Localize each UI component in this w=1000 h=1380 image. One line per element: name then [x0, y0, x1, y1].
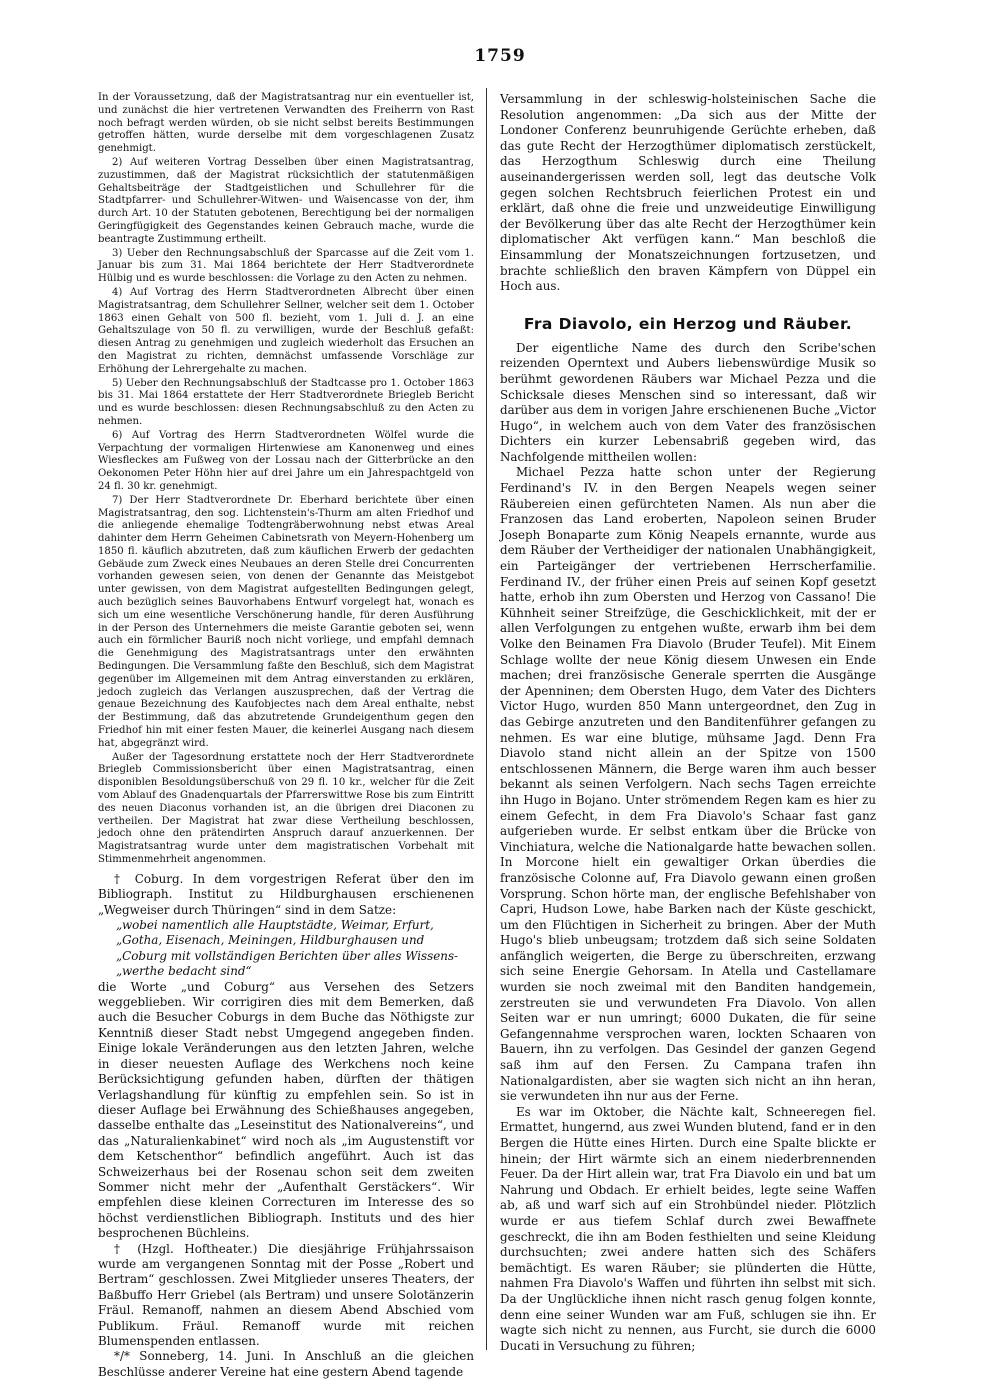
theater-notice: † (Hzgl. Hoftheater.) Die diesjährige Frühjahrssaison wurde am vergangenen Sonntag mit der Posse „Robert und Bertram“ geschlossen. Zwei Mitglieder unseres Theaters, der Baßbuffo Herr Griebel (als Bertram) und unsere Solotänzerin Fräul. Remanoff, nahmen an diesem Abend Abschied vom Publikum. Fräul. Remanoff wurde mit reichen Blumenspenden entlassen. — [98, 1241, 474, 1348]
article-paragraph: Michael Pezza hatte schon unter der Regierung Ferdinand's IV. in den Bergen Neapels wegen seiner Räubereien einen gefürchteten Namen. Als nun aber die Franzosen das Land eroberten, Napoleon seinen Bruder Joseph Bonaparte zum König Neapels ernannte, wurde aus dem Räuber der Vertheidiger der nationalen Unabhängigkeit, ein Parteigänger der vertriebenen Herrscherfamilie. Ferdinand IV., der früher einen Preis auf seinen Kopf gesetzt hatte, erhob ihn zum Obersten und Herzog von Cassano! Die Kühnheit seiner Streifzüge, die Geschicklichkeit, mit der er allen Verfolgungen zu entgehen wußte, erwarb ihm bei dem Volke den Beinamen Fra Diavolo (Bruder Teufel). Mit Einem Schlage wollte der neue König diesem Unwesen ein Ende machen; drei französische Generale sperrten die Ausgänge der Apenninen; dem Obersten Hugo, dem Vater des Dichters Victor Hugo, wurden 850 Mann untergeordnet, den Zug in das Gebirge anzutreten und den Banditenführer gefangen zu nehmen. Es war eine blutige, mühsame Jagd. Denn Fra Diavolo stand nicht allein an der Spitze von 1500 entschlossenen Männern, die Berge waren ihm auch besser bekannt als seinen Verfolgern. Nach sechs Tagen erreichte ihn Hugo in Bojano. Unter strömendem Regen kam es hier zu einem Gefecht, in dem Fra Diavolo's Schaar fast ganz aufgerieben wurde. Er selbst entkam über die Brücke von Vinchiatura, welche die Nationalgarde hatte bewachen sollen. In Morcone hielt ein gewaltiger Orkan überdies die französische Colonne auf, Fra Diavolo gewann einen großen Vorsprung. Schon hörte man, der englische Befehlshaber von Capri, Hudson Lowe, habe Barken nach der Küste geschickt, um den Flüchtigen in Sicherheit zu bringen. Aber der Muth Hugo's blieb unbeugsam; trotzdem daß sich seine Soldaten anfänglich weigerten, die Berge zu überschreiten, erzwang sich seine Energie Gehorsam. In Atella und Castellamare wurden sie noch zweimal mit den Banditen handgemein, zerstreuten sie und verwundeten Fra Diavolo. Von allen Seiten war er nun umringt; 6000 Dukaten, die für seine Gefangennahme versprochen waren, lockten Schaaren von Bauern, ihn zu verfolgen. Das Gesindel der ganzen Gegend saß ihm auf den Fersen. Zu Campana trafen ihn Nationalgardisten, aber sie wagten sich nicht an ihn heran, sie verwundeten ihn nur aus der Ferne. — [500, 465, 876, 1104]
coburg-article — [98, 872, 474, 1380]
quoted-sentence — [116, 918, 474, 980]
council-paragraph: 3) Ueber den Rechnungsabschluß der Sparcasse auf die Zeit vom 1. Januar bis zum 31. Mai 1864 berichtete der Herr Stadtverordnete Hülbig und es wurde beschlossen: die Vorlage zu den Acten zu nehmen. — [98, 247, 474, 285]
right-column — [500, 92, 876, 1353]
column-divider — [486, 88, 487, 1350]
coburg-intro: † Coburg. In dem vorgestrigen Referat über den im Bibliograph. Institut zu Hildburghausen erschienenen „Wegweiser durch Thüringen“ sind in dem Satze: — [98, 871, 474, 917]
council-paragraph: 2) Auf weiteren Vortrag Desselben über einen Magistratsantrag, zuzustimmen, daß der Magistrat rücksichtlich der statutenmäßigen Gehaltsbeiträge der Stadtgeistlichen und Schullehrer für die Stadtpfarrer- und Schullehrer-Witwen- und Waisencasse von der, ihm durch Art. 10 der Statuten gebotenen, Berechtigung bei der normaligen Geringfügigkeit des Gegenstandes keinen Gebrauch mache, wurde die beantragte Zustimmung ertheilt. — [98, 156, 474, 245]
article-paragraph: Der eigentliche Name des durch den Scribe'schen reizenden Operntext und Aubers liebenswürdige Musik so berühmt gewordenen Räubers war Michael Pezza und die Schicksale dieses Menschen sind so interessant, daß wir darüber aus dem in vorigen Jahre erschienenen Buche „Victor Hugo“, in welchem auch von dem Vater des französischen Dichters ein kurzer Lebensabriß gegeben wird, das Nachfolgende mittheilen wollen: — [500, 340, 876, 464]
council-paragraph: In der Voraussetzung, daß der Magistratsantrag nur ein eventueller ist, und zunächst die hier vertretenen Verwandten des Freiherrn von Rast noch befragt werden würden, ob sie nicht selbst bereits Bestimmungen getroffen hätten, wurde derselbe mit dem vorgeschlagenen Zusatz genehmigt. — [98, 92, 474, 155]
page-number: 1759 — [474, 46, 526, 66]
council-report — [98, 92, 474, 867]
coburg-correction: die Worte „und Coburg“ aus Versehen des Setzers weggeblieben. Wir corrigiren dies mit dem Bemerken, daß auch die Besucher Coburgs in dem Buche das Nöthigste zur Kenntniß dieser Stadt nebst Umgegend angegeben finden. Einige lokale Veränderungen aus den letzten Jahren, welche in dieser neuesten Auflage des Werkchens noch keine Berücksichtigung gefunden haben, dürften der thätigen Verlagshandlung für künftig zu empfehlen sein. So ist in dieser Auflage bei Erwähnung des Schießhauses angegeben, dasselbe enthalte das „Leseinstitut des Nationalvereins“, und das „Naturalienkabinet“ wird noch als „im Augustenstift vor dem Ketschenthor“ befindlich angeführt. Auch ist das Schweizerhaus bei der Rosenau schon seit dem zweiten Sommer nicht mehr der „Aufenthalt Gerstäckers“. Wir empfehlen diese kleinen Correcturen im Interesse des so höchst verdienstlichen Bibliograph. Instituts und des hier besprochenen Büchleins. — [98, 979, 474, 1241]
council-paragraph: 5) Ueber den Rechnungsabschluß der Stadtcasse pro 1. October 1863 bis 31. Mai 1864 erstattete der Herr Stadtverordnete Briegleb Bericht und es wurde beschlossen: diesen Rechnungsabschluß zu den Acten zu nehmen. — [98, 377, 474, 427]
left-column — [98, 92, 474, 1379]
quote-line: „werthe bedacht sind“ — [116, 964, 252, 979]
council-paragraph: 6) Auf Vortrag des Herrn Stadtverordneten Wölfel wurde die Verpachtung der vormaligen Hirtenwiese am Kanonenweg und eines Wiesfleckes am Fußweg von der Lossau nach der Gitterbrücke an den Oekonomen Peter Höhn hier auf drei Jahre um ein Jahrespachtgeld von 24 fl. 30 kr. genehmigt. — [98, 429, 474, 492]
council-paragraph: 4) Auf Vortrag des Herrn Stadtverordneten Albrecht über einen Magistratsantrag, dem Schullehrer Sellner, welcher seit dem 1. October 1863 einen Gehalt von 500 fl. bezieht, vom 1. Juli d. J. an eine Gehaltszulage von 50 fl. zu verwilligen, wurde der Beschluß gefaßt: diesen Antrag zu genehmigen und zugleich wiederholt das Ersuchen an den Magistrat zu richten, demnächst umfassende Vorschläge zur Erhöhung der Lehrergehalte zu machen. — [98, 286, 474, 375]
quote-line: „Coburg mit vollständigen Berichten über alles Wissens- — [116, 948, 459, 963]
sonneberg-continuation: Versammlung in der schleswig-holsteinischen Sache die Resolution angenommen: „Da sich aus der Mitte der Londoner Conferenz beunruhigende Gerüchte erheben, daß das gute Recht der Herzogthümer diplomatisch zerstückelt, das Herzogthum Schleswig durch eine Theilung auseinandergerissen werden soll, legt das deutsche Volk gegen solchen Rechtsbruch feierlichen Protest ein und erklärt, daß ohne die freie und unzweideutige Einwilligung der Bevölkerung über das alte Recht der Herzogthümer kein diplomatischer Akt verfügen kann.“ Man beschloß die Einsammlung der Monatszeichnungen fortzusetzen, und brachte schließlich den braven Kämpfern von Düppel ein Hoch aus. — [500, 92, 876, 294]
article-heading: Fra Diavolo, ein Herzog und Räuber. — [523, 314, 853, 333]
council-paragraph: 7) Der Herr Stadtverordnete Dr. Eberhard berichtete über einen Magistratsantrag, den sog. Lichtenstein's-Thurm am alten Friedhof und die anliegende ehemalige Todtengräberwohnung nebst etwas Areal dahinter dem Herrn Geheimen Cabinetsrath von Meyern-Hohenberg um 1850 fl. käuflich abzutreten, daß zum käuflichen Erwerb der gedachten Gebäude zum Zweck eines Neubaues an deren Stelle drei Concurrenten vorhanden gewesen seien, von denen der Genannte das Meistgebot unter gewissen, von dem Magistrat aufgestellten Bedingungen gelegt, auch bezüglich seines Bauvorhabens Entwurf vorgelegt hat, wonach es sich um eine wesentliche Verschönerung handle, für deren Ausführung in der Person des Unternehmers die meiste Garantie geboten sei, wenn auch ein förmlicher Bauriß noch nicht vorliege, und empfahl demnach die Genehmigung des Magistratsantrags unter den erwähnten Bedingungen. Die Versammlung faßte den Beschluß, sich dem Magistrat gegenüber im Allgemeinen mit dem Antrag einverstanden zu erklären, jedoch zugleich das Verlangen auszusprechen, daß der Vertrag die genaue Bezeichnung des Kaufobjectes nach dem Areal enthalte, nebst der Bestimmung, daß das abzutretende Grundeigenthum gegen den Friedhof hin mit einer festen Mauer, die keinerlei Ausgang nach diesem hat, abgegränzt wird. — [98, 494, 474, 749]
council-paragraph: Außer der Tagesordnung erstattete noch der Herr Stadtverordnete Briegleb Commissionsbericht über einen Magistratsantrag, einen disponiblen Besoldungsüberschuß von 29 fl. 10 kr., welcher für die Zeit vom Ablauf des Gnadenquartals der Pfarrerswittwe Rose bis zum Eintritt des neuen Diaconus vorhanden ist, an die übrigen drei Diaconen zu vertheilen. Der Magistrat hat zwar diese Vertheilung beschlossen, jedoch ohne den prätendirten Anspruch darauf anzuerkennen. Der Magistratsantrag wurde unter dem magistratischen Vorbehalt mit Stimmenmehrheit angenommen. — [98, 751, 474, 866]
article-paragraph: Es war im Oktober, die Nächte kalt, Schneeregen fiel. Ermattet, hungernd, aus zwei Wunden blutend, fand er in den Bergen die Hütte eines Hirten. Durch eine Spalte blickte er hinein; der Hirt wärmte sich an einem niederbrennenden Feuer. Da der Hirt allein war, trat Fra Diavolo ein und bat um Nahrung und Obdach. Er erhielt beides, legte seine Waffen ab, aß und warf sich auf ein Strohbündel nieder. Plötzlich wurde er aus tiefem Schlaf durch zwei Bewaffnete geschreckt, die ihn am Boden festhielten und seine Kleidung durchsuchten; zwei andere hatten sich des Schäfers bemächtigt. Es waren Räuber; sie plünderten die Hütte, nahmen Fra Diavolo's Waffen und führten ihn selbst mit sich. Da der Unglückliche ihnen nicht rasch genug folgen konnte, denn eine seiner Wunden war am Fuß, schlugen sie ihn. Er wagte sich nicht zu nennen, aus Furcht, sie durch die 6000 Ducati in Versuchung zu führen; — [500, 1104, 876, 1353]
quote-line: „Gotha, Eisenach, Meiningen, Hildburghausen und — [116, 933, 425, 948]
quote-line: „wobei namentlich alle Hauptstädte, Weimar, Erfurt, — [116, 918, 434, 933]
sonneberg-notice: */* Sonneberg, 14. Juni. In Anschluß an die gleichen Beschlüsse anderer Vereine hat eine gestern Abend tagende — [98, 1349, 474, 1379]
